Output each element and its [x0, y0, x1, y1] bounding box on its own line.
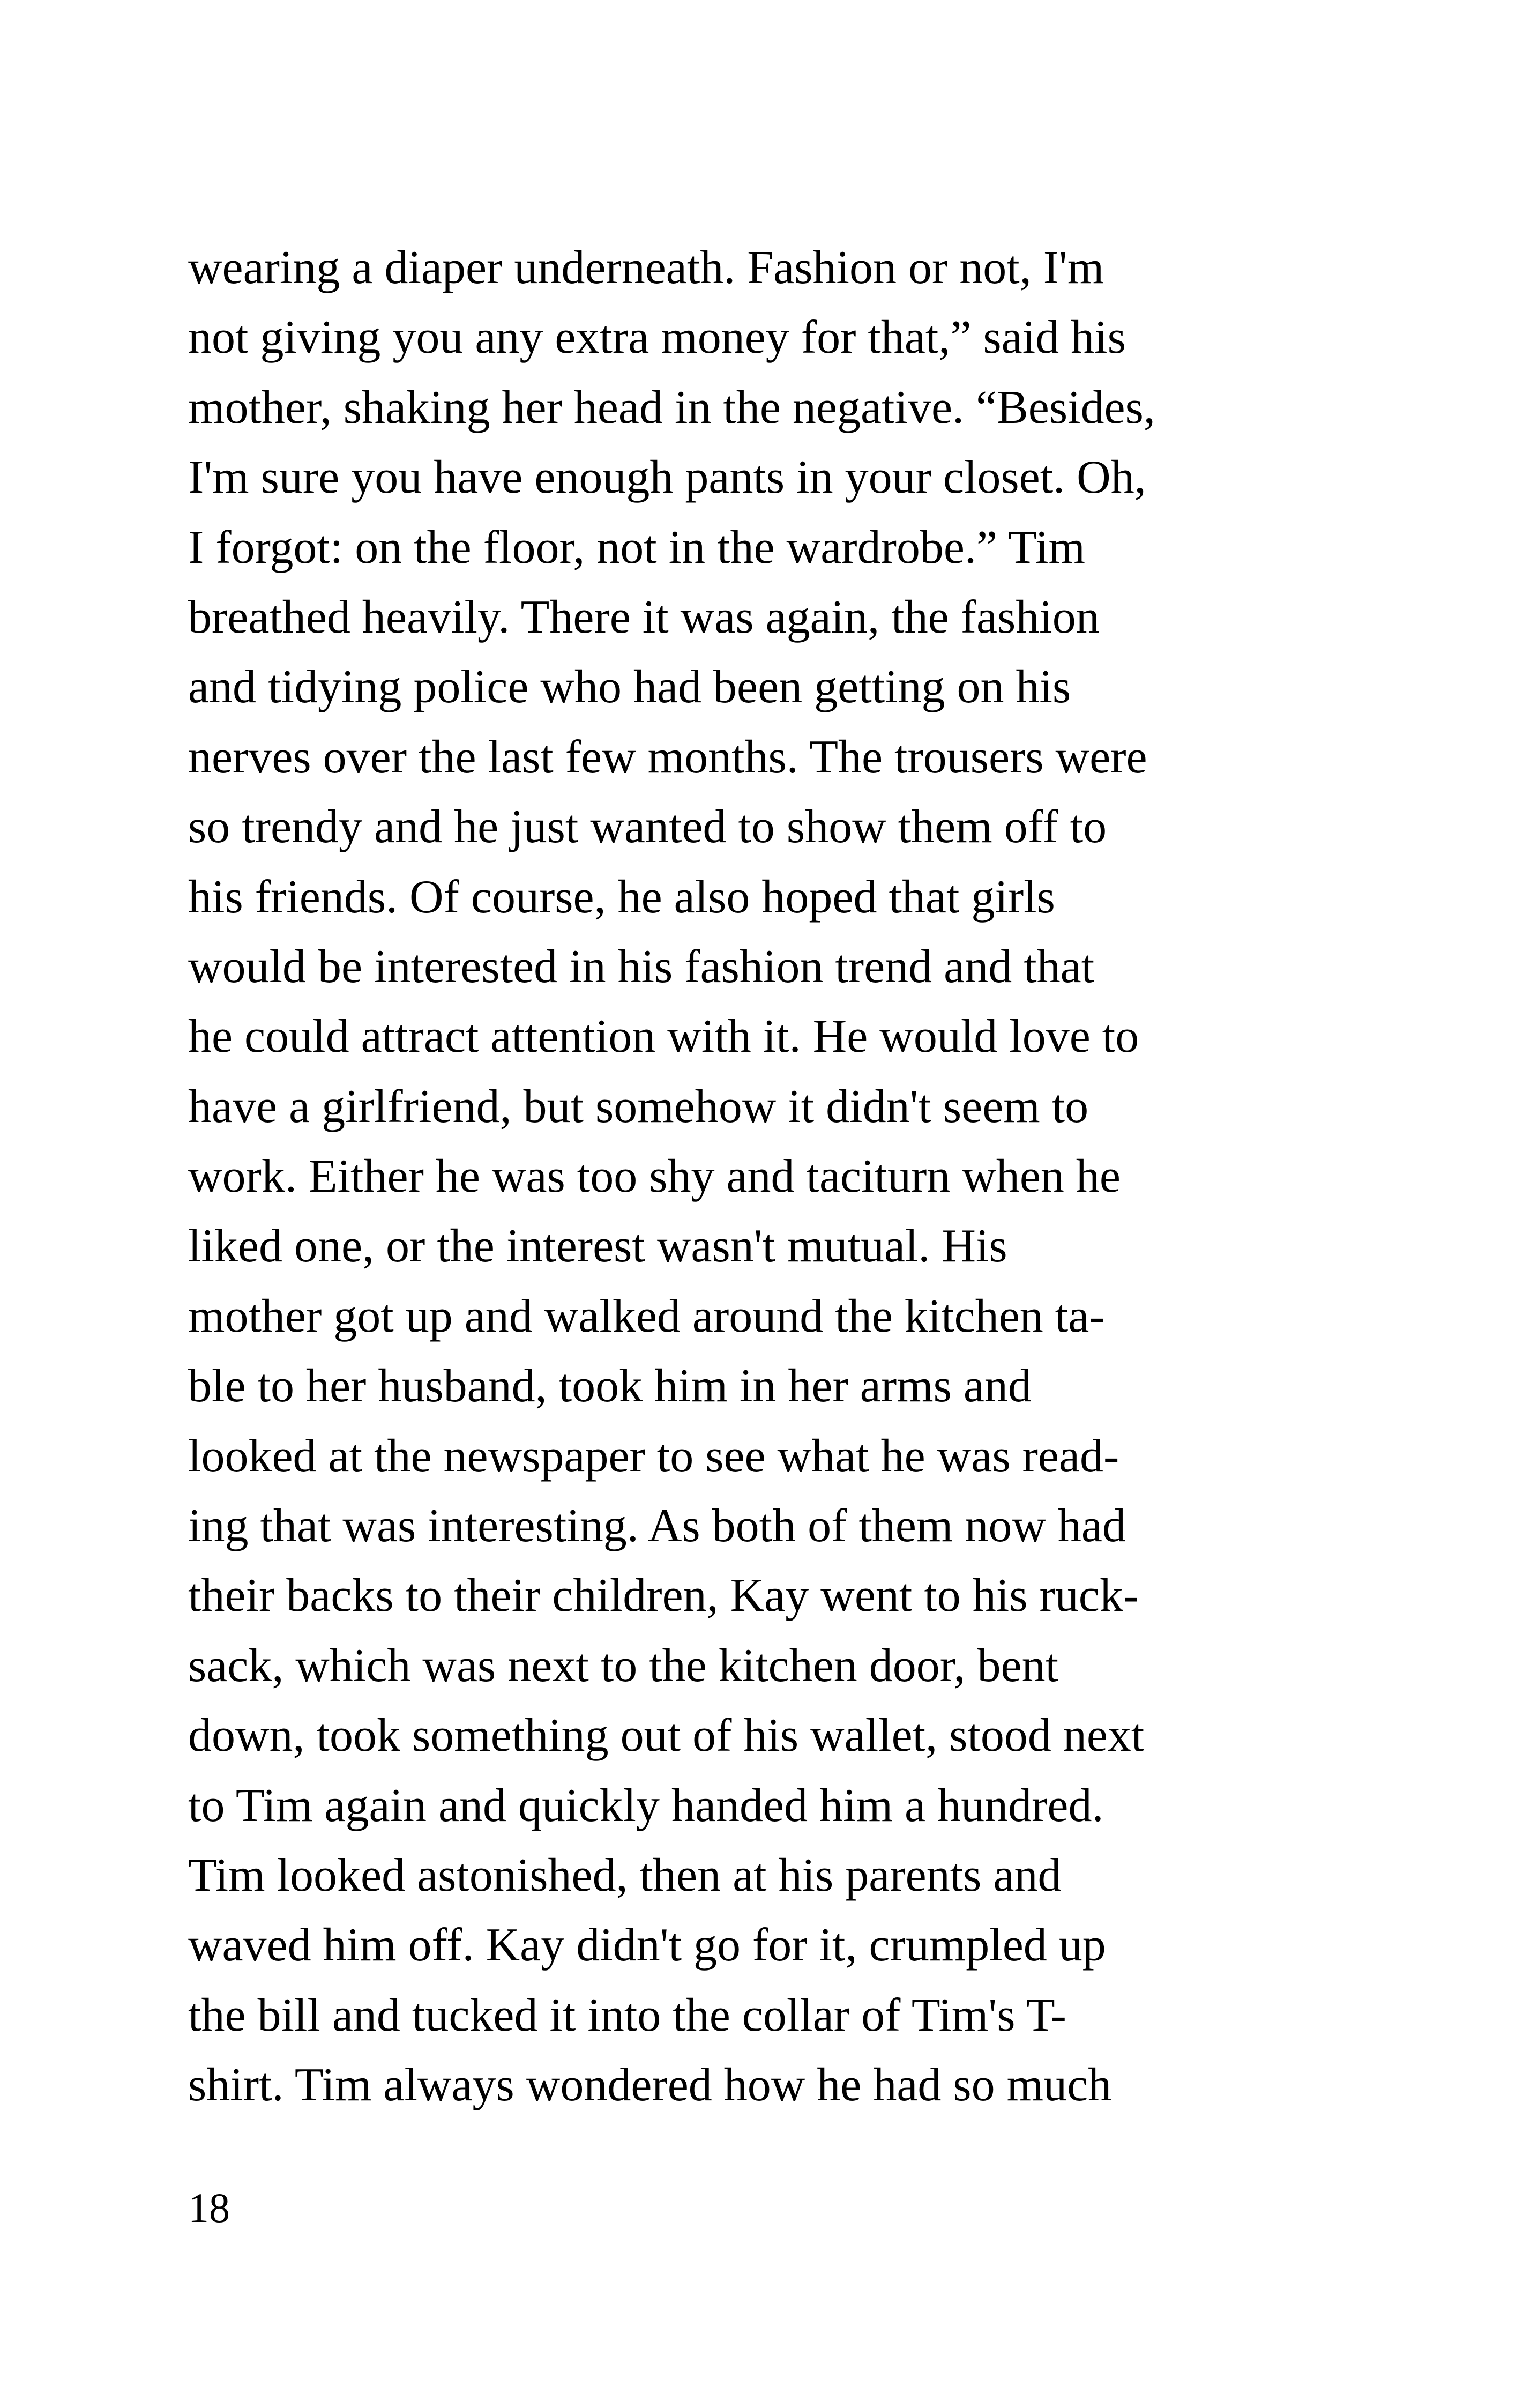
body-text — [188, 233, 1356, 2121]
text-line: work. Either he was too shy and taciturn when he — [188, 1150, 1121, 1203]
text-line: to Tim again and quickly handed him a hundred. — [188, 1779, 1104, 1832]
text-line: I'm sure you have enough pants in your closet. Oh, — [188, 451, 1146, 504]
text-line: waved him off. Kay didn't go for it, crumpled up — [188, 1919, 1106, 1972]
text-line: Tim looked astonished, then at his parents and — [188, 1849, 1062, 1901]
text-line: so trendy and he just wanted to show them off to — [188, 801, 1107, 853]
text-line: I forgot: on the floor, not in the wardrobe.” Tim — [188, 521, 1085, 574]
page-number: 18 — [188, 2184, 230, 2231]
text-line: shirt. Tim always wondered how he had so much — [188, 2059, 1112, 2112]
text-line: down, took something out of his wallet, stood next — [188, 1710, 1145, 1762]
text-line: have a girlfriend, but somehow it didn't seem to — [188, 1080, 1089, 1133]
text-line: mother got up and walked around the kitchen ta- — [188, 1290, 1105, 1342]
text-line: nerves over the last few months. The trousers were — [188, 731, 1147, 783]
text-line: ble to her husband, took him in her arms and — [188, 1360, 1032, 1413]
text-line: their backs to their children, Kay went to his ruck- — [188, 1570, 1139, 1622]
text-line: his friends. Of course, he also hoped that girls — [188, 871, 1055, 923]
text-line: he could attract attention with it. He would love to — [188, 1010, 1139, 1063]
text-line: would be interested in his fashion trend and that — [188, 940, 1095, 993]
text-line: looked at the newspaper to see what he was read- — [188, 1430, 1119, 1482]
text-line: ing that was interesting. As both of them now had — [188, 1500, 1126, 1552]
text-line: sack, which was next to the kitchen door, bent — [188, 1639, 1059, 1692]
text-line: wearing a diaper underneath. Fashion or not, I'm — [188, 242, 1104, 294]
text-line: and tidying police who had been getting on his — [188, 661, 1071, 714]
text-line: the bill and tucked it into the collar of Tim's T- — [188, 1989, 1066, 2041]
text-line: liked one, or the interest wasn't mutual. His — [188, 1220, 1007, 1273]
text-line: breathed heavily. There it was again, the fashion — [188, 591, 1100, 643]
text-line: mother, shaking her head in the negative. “Besides, — [188, 381, 1155, 434]
text-line: not giving you any extra money for that,” said his — [188, 311, 1126, 364]
